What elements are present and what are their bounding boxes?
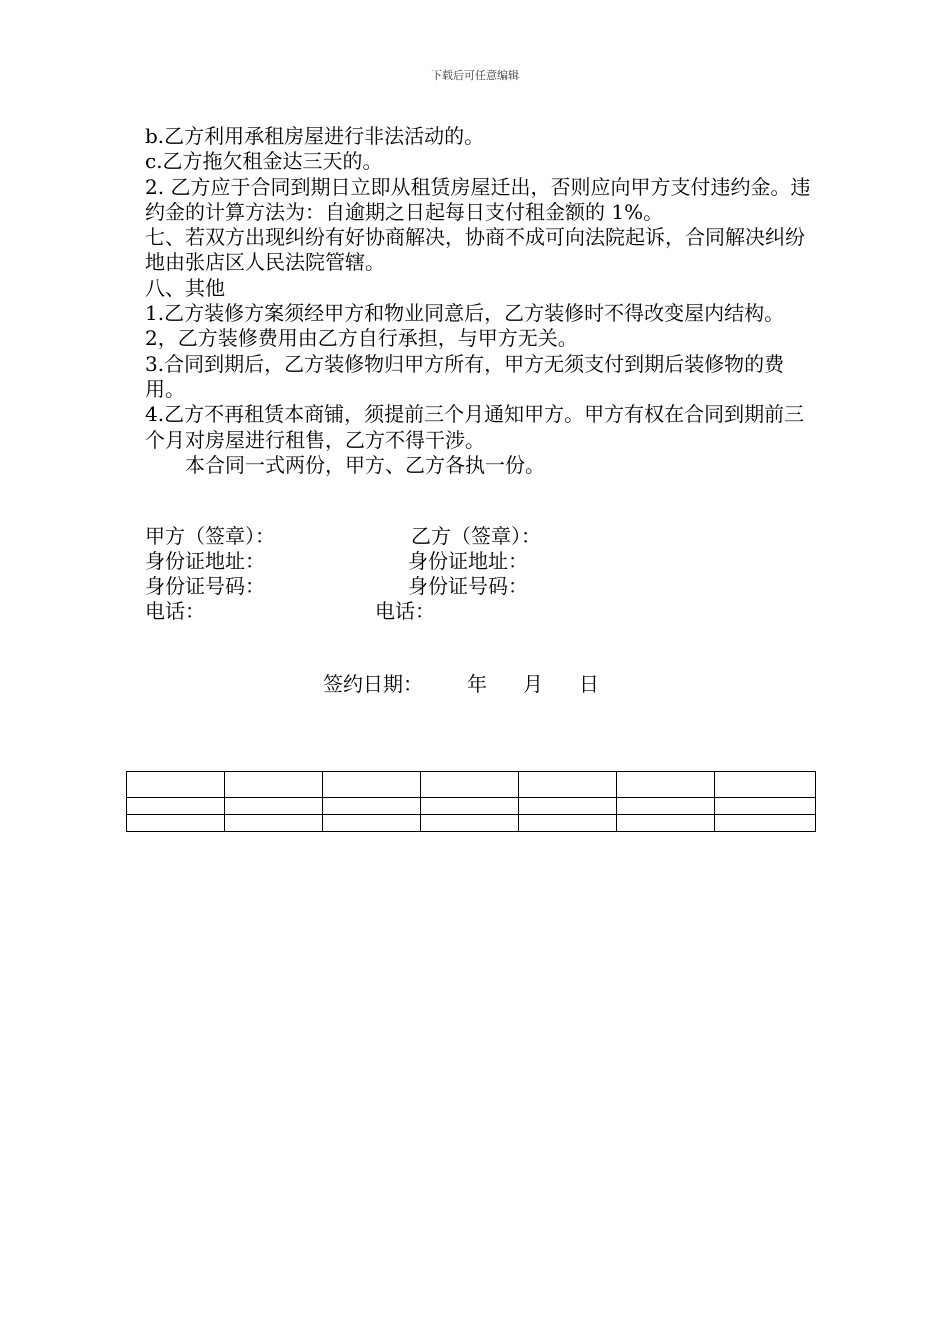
table-cell [225,772,323,798]
sign-date-day: 日 [579,672,599,696]
section-8-heading: 八、其他 [145,275,225,300]
clause-c: c.乙方拖欠租金达三天的。 [145,149,383,174]
sign-date-month: 月 [523,672,543,696]
table-cell [519,815,617,832]
table-row [127,798,816,815]
sign-date-label: 签约日期： [323,672,423,696]
table-cell [127,798,225,815]
blank-table [126,771,816,832]
party-a-id-number-label: 身份证号码： [145,574,265,598]
sign-date-year: 年 [467,672,487,696]
id-address-row [145,549,813,574]
table-cell [421,798,519,815]
table-cell [715,815,816,832]
table-cell [225,815,323,832]
table-cell [225,798,323,815]
clause-8-1: 1.乙方装修方案须经甲方和物业同意后，乙方装修时不得改变屋内结构。 [145,301,785,326]
table-cell [127,772,225,798]
table-row [127,772,816,798]
signature-row [145,524,813,549]
phone-row [145,599,813,624]
table-cell [519,772,617,798]
party-a-phone-label: 电话： [145,599,205,623]
clause-b: b.乙方利用承租房屋进行非法活动的。 [145,124,485,148]
table-cell [617,815,715,832]
party-b-phone-label: 电话： [375,599,435,623]
table-cell [127,815,225,832]
sign-date-line [323,672,599,697]
clause-8-4: 4.乙方不再租赁本商铺，须提前三个月通知甲方。甲方有权在合同到期前三个月对房屋进行租售，乙方不得干涉。 [145,402,805,452]
page-header-note: 下载后可任意编辑 [431,69,519,82]
signature-block [145,524,813,624]
table-row [127,815,816,832]
party-b-id-number-label: 身份证号码： [408,574,528,598]
table-cell [715,798,816,815]
table-cell [421,815,519,832]
id-number-row [145,574,813,599]
party-b-id-address-label: 身份证地址： [408,549,528,573]
table-cell [323,798,421,815]
table-cell [519,798,617,815]
party-a-id-address-label: 身份证地址： [145,549,265,573]
closing-statement: 本合同一式两份，甲方、乙方各执一份。 [185,452,545,477]
table-cell [323,815,421,832]
clause-2-penalty: 2. 乙方应于合同到期日立即从租赁房屋迁出，否则应向甲方支付违约金。违约金的计算方法为：自逾期之日起每日支付租金额的 1%。 [145,174,811,224]
clause-8-2: 2，乙方装修费用由乙方自行承担，与甲方无关。 [145,326,578,351]
table-cell [617,772,715,798]
table-cell [617,798,715,815]
table-cell [323,772,421,798]
clause-8-3: 3.合同到期后，乙方装修物归甲方所有，甲方无须支付到期后装修物的费用。 [145,351,785,401]
contract-body [145,124,813,478]
party-a-sign-label: 甲方（签章）： [145,524,275,548]
clause-7-disputes: 七、若双方出现纠纷有好协商解决，协商不成可向法院起诉，合同解决纠纷地由张店区人民法院管辖。 [145,225,805,275]
table-cell [421,772,519,798]
party-b-sign-label: 乙方（签章）： [411,524,541,548]
table-cell [715,772,816,798]
